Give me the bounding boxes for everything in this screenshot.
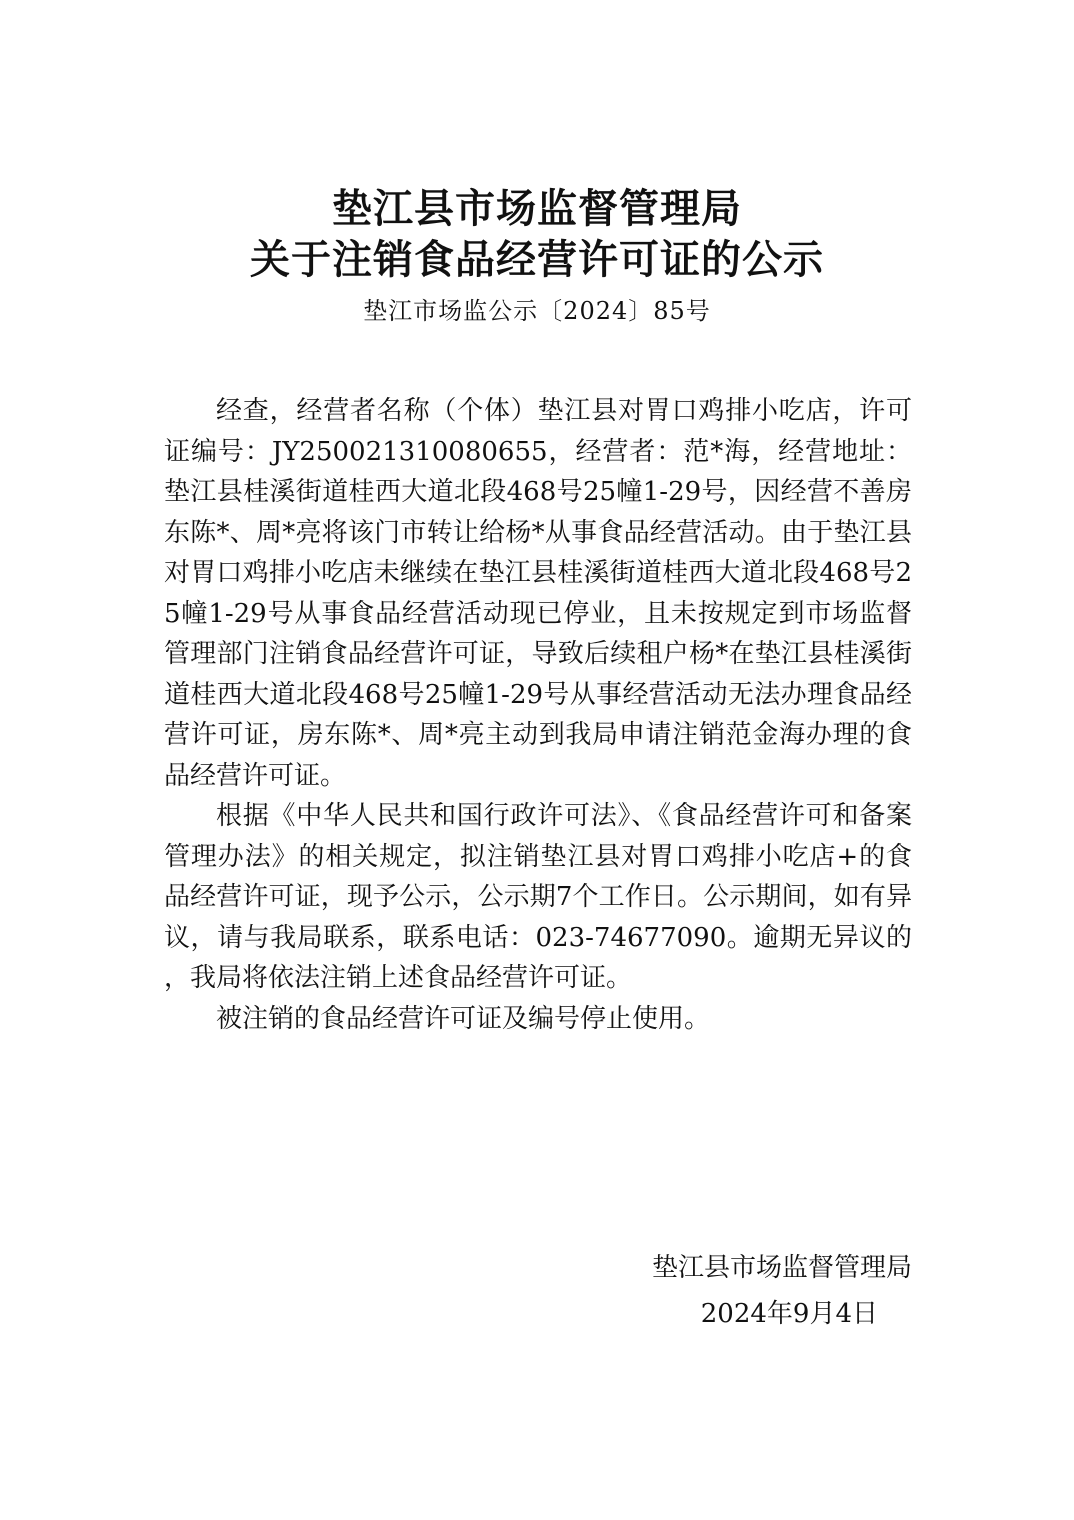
body-paragraph-2: 根据《中华人民共和国行政许可法》、《食品经营许可和备案管理办法》的相关规定，拟注销垫江县对胃口鸡排小吃店+的食品经营许可证，现予公示，公示期7个工作日。公示期间，如有异议，请与我局联系，联系电话：023-74677090。逾期无异议的，我局将依法注销上述食品经营许可证。 [164, 801, 912, 993]
document-number: 垫江市场监公示〔2024〕85号 [363, 297, 711, 325]
body-paragraph-1: 经查，经营者名称（个体）垫江县对胃口鸡排小吃店，许可证编号：JY25002131008065​5，经营者：范*海，经营地址：垫江县桂溪街道桂西大道北段468号25幢1-29号，因经营不善房东陈*、周*亮将该门市转让给杨*从事食品经营活动。由于垫江县对胃口鸡排小吃店未继续在垫江县桂溪街道桂西大道北段468号25幢1-29号从事食品经营活动现已停业，且未按规定到市场监督管理部门注销食品经营许可证，导致后续租户杨*在垫江县桂溪街道桂西大道北段468号25幢1-29号从事经营活动无法办理食品经营许可证，房东陈*、周*亮主动到我局申请注销范金海办理的食品经营许可证。 [164, 396, 912, 791]
title-line-2: 关于注销食品经营许可证的公示 [250, 236, 824, 283]
document-body [164, 391, 912, 1039]
signature-organization: 垫江县市场监督管理局 [651, 1253, 912, 1283]
title-line-1: 垫江县市场监督管理局 [332, 185, 742, 232]
signature-date: 2024年9月4日 [700, 1299, 878, 1329]
body-paragraph-3: 被注销的食品经营许可证及编号停止使用。 [216, 1003, 711, 1034]
